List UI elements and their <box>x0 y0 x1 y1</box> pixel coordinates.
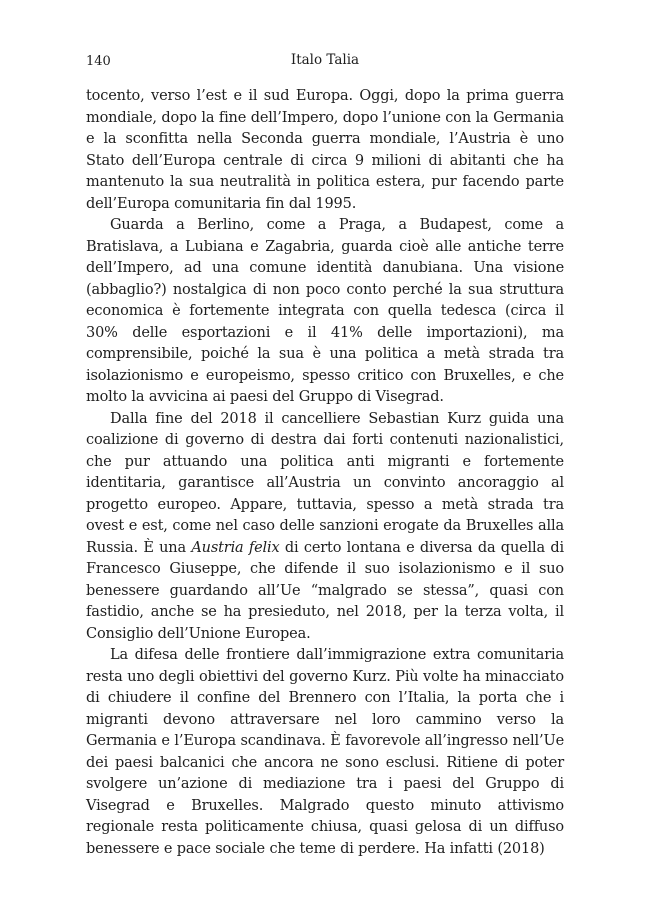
body-text <box>86 86 564 860</box>
book-page <box>86 50 564 860</box>
page-number: 140 <box>86 54 111 69</box>
running-header <box>86 50 564 70</box>
italic-austria-felix: Austria felix <box>191 539 280 556</box>
paragraph-kurz-coalition <box>86 409 564 646</box>
paragraph-text-before-emphasis: Dalla fine del 2018 il cancelliere Sebastian Kurz guida una coalizione di governo di destra dai forti contenuti nazionalistici, che pur attuando una politica anti migranti e fortemente identitaria, garantisce all’Austria un convinto ancoraggio al progetto europeo. Appare, tuttavia, spesso a metà strada tra ovest e est, come nel caso delle sanzioni erogate da Bruxelles alla Russia. È una <box>86 410 564 556</box>
running-title: Italo Talia <box>290 52 360 68</box>
paragraph-border-defense: La difesa delle frontiere dall’immigrazione extra comunitaria resta uno degli obiettivi del governo Kurz. Più volte ha minacciato di chiudere il confine del Brennero con l’Italia, la porta che i migranti devono attraversare nel loro cammino verso la Germania e l’Europa scandinava. È favorevole all’ingresso nell’Ue dei paesi balcanici che ancora ne sono esclusi. Ritiene di poter svolgere un’azione di mediazione tra i paesi del Gruppo di Visegrad e Bruxelles. Malgrado questo minuto attivismo regionale resta politicamente chiusa, quasi gelosa di un diffuso benessere e pace sociale che teme di perdere. Ha infatti (2018) <box>86 647 564 857</box>
paragraph-danubian-identity: Guarda a Berlino, come a Praga, a Budapest, come a Bratislava, a Lubiana e Zagabria, guarda cioè alle antiche terre dell’Impero, ad una comune identità danubiana. Una visione (abbaglio?) nostalgica di non poco conto perché la sua struttura economica è fortemente integrata con quella tedesca (circa il 30% delle esportazioni e il 41% delle importazioni), ma comprensibile, poiché la sua è una politica a metà strada tra isolazionismo e europeismo, spesso critico con Bruxelles, e che molto la avvicina ai paesi del Gruppo di Visegrad. <box>86 217 564 405</box>
paragraph-text-after-emphasis: di certo lontana e diversa da quella di Francesco Giuseppe, che difende il suo isolazionismo e il suo benessere guardando all’Ue “malgrado se stessa”, quasi con fastidio, anche se ha presieduto, nel 2018, per la terza volta, il Consiglio dell’Unione Europea. <box>86 539 564 642</box>
paragraph-continuation: tocento, verso l’est e il sud Europa. Oggi, dopo la prima guerra mondiale, dopo la fine dell’Impero, dopo l’unione con la Germania e la sconfitta nella Seconda guerra mondiale, l’Austria è uno Stato dell’Europa centrale di circa 9 milioni di abitanti che ha mantenuto la sua neutralità in politica estera, pur facendo parte dell’Europa comunitaria fin dal 1995. <box>86 88 564 212</box>
